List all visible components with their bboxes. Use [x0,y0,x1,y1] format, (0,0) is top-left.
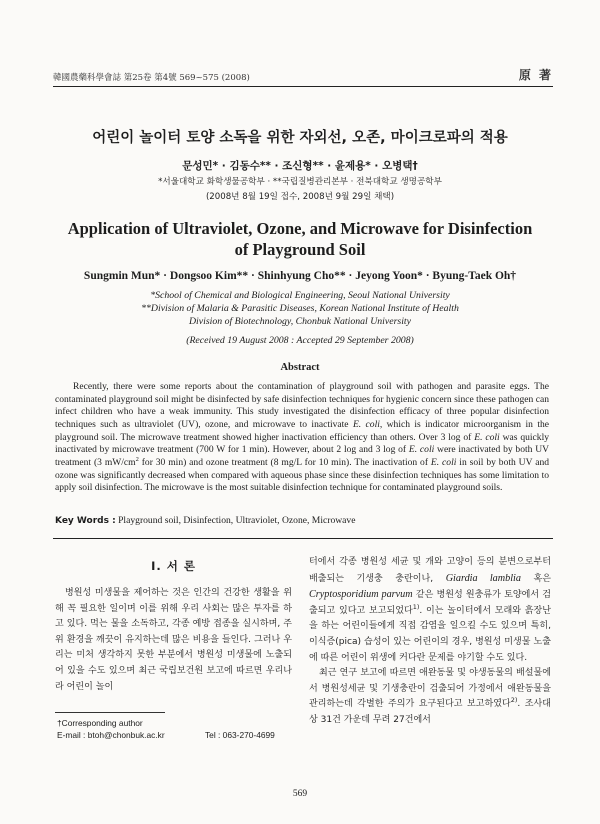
article-type-label: 原 著 [518,68,553,82]
page-number: 569 [292,789,308,799]
intro-paragraph-2 [309,555,551,666]
english-title-line2: of Playground Soil [234,240,366,259]
journal-header [53,66,553,84]
korean-title: 어린이 놀이터 토양 소독을 위한 자외선, 오존, 마이크로파의 적용 [92,130,508,146]
superscript: 2 [135,455,139,463]
intro-paragraph-3 [309,666,551,728]
korean-affiliation: *서울대학교 화학생물공학부 · **국립질병관리본부 · 전북대학교 생명공학부 [158,177,442,187]
affiliation-line2: **Division of Malaria & Parasitic Diseases, Korean National Institute of Health [141,303,459,315]
korean-dates: (2008년 8월 19일 접수, 2008년 9월 29일 채택) [205,192,395,202]
abstract-text: , which is indicator microorganism in the playground soil. The microwave treatment showed higher inactivation efficiency than others. Over 3 log of [55,418,549,443]
english-title [40,218,560,260]
abstract-text: was quickly inactivated by microwave treatment (700 W for 1 min). However, about 2 log and 3 log of [55,431,549,456]
body-text: 최근 연구 보고에 따르면 애완동물 및 야생동물의 배설물에서 병원성세균 및 기생충란이 검출되어 가정에서 애완동물을 관리하는데 각별한 주의가 요구된다고 보고하였다 [309,668,551,710]
english-authors: Sungmin Mun* · Dongsoo Kim** · Shinhyung Cho** · Jeyong Yoon* · Byung-Taek Oh† [83,270,517,282]
abstract-heading: Abstract [280,362,320,373]
author-email: E-mail : btoh@chonbuk.ac.kr [57,730,165,740]
right-column [309,555,551,729]
species-name: Cryptosporidium parvum [309,589,413,601]
species-name: E. coli [408,444,435,456]
corresponding-author: †Corresponding author [57,718,143,728]
species-name: E. coli [430,456,457,468]
left-column [55,558,292,695]
body-text: 같은 병원성 원충류가 토양에서 검출되고 있다고 보고되었다 [309,590,551,616]
species-name: Giardia lamblia [445,572,521,584]
korean-authors: 문성민* · 김동수** · 조신형** · 윤제용* · 오병택† [182,160,418,172]
keywords-label: Key Words : [55,516,116,526]
species-name: E. coli [352,418,380,430]
journal-citation: 韓國農藥科學會誌 第25卷 第4號 569~575 (2008) [53,73,250,83]
affiliation-line3: Division of Biotechnology, Chonbuk National University [188,316,412,328]
keywords [55,515,549,526]
english-title-line1: Application of Ultraviolet, Ozone, and Microwave for Disinfection [67,219,533,238]
abstract-body [55,381,549,495]
abstract-text: were inactivated by both UV treatment (3 mW/cm [55,444,549,468]
english-affiliation [40,289,560,329]
abstract-text: in soil by both UV and ozone was significantly decreased when compared with aqueous phase since these disinfection techniques has some limitation to apply soil disinfection. The microwave is the most suitable disinfection technique for contaminated playground soils. [55,456,549,494]
citation-ref: 2) [510,696,518,705]
body-text: 터에서 각종 병원성 세균 및 개와 고양이 등의 분변으로부터 배출되는 기생충 충란이나, [309,557,551,584]
author-phone: Tel : 063-270-4699 [205,730,275,740]
english-dates: (Received 19 August 2008 : Accepted 29 September 2008) [186,335,414,346]
footnote-rule [55,712,165,713]
header-rule [53,86,553,87]
abstract-text: for 30 min) and ozone treatment (8 mg/L for 10 min). The inactivation of [138,456,431,468]
abstract-text: Recently, there were some reports about the contamination of playground soil with pathogen and parasite eggs. The contaminated playground soil might be disinfected by safe disinfection techniques for hygienic concern since these pathogen can infect children who have a weak immunity. This study investigated the disinfection efficacy of three popular disinfection techniques such as ultraviolet (UV), ozone, and microwave to inactivate [55,381,549,430]
citation-ref: 1) [412,602,420,611]
intro-paragraph-1: 병원성 미생물을 제어하는 것은 인간의 건강한 생활을 위해 꼭 필요한 일이며 이를 위해 우리 사회는 많은 투자를 하고 있다. 먹는 물을 소독하고, 각종 예방 접종을 실시하며, 주위 환경을 깨끗이 유지하는데 많은 비용을 들인다. 그러나 우리는 미처 생각하지 못한 부분에서 병원성 미생물에 노출되어 있을 수도 있으며 최근 국립보건원 보고에 따르면 우리나라 어린이 놀이 [55,588,292,692]
body-text: 혹은 [520,573,551,584]
body-text: . 조사대상 31건 가운데 무려 27건에서 [309,699,551,725]
affiliation-line1: *School of Chemical and Biological Engineering, Seoul National University [150,290,450,301]
species-name: E. coli [474,431,500,443]
footnote [57,717,292,741]
keywords-value: Playground soil, Disinfection, Ultraviolet, Ozone, Microwave [115,515,356,526]
abstract-paragraph [55,381,549,495]
section-heading: I. 서 론 [151,559,196,573]
body-text: . 이는 놀이터에서 모래와 흙장난을 하는 어린이들에게 직접 감염을 일으킬 수도 있으며 특히, 이식증(pica) 습성이 있는 어린이의 경우, 병원성 미생물 노출에 따른 어린이 위생에 커다란 문제를 야기할 수도 있다. [309,605,551,663]
section-rule [53,538,553,539]
